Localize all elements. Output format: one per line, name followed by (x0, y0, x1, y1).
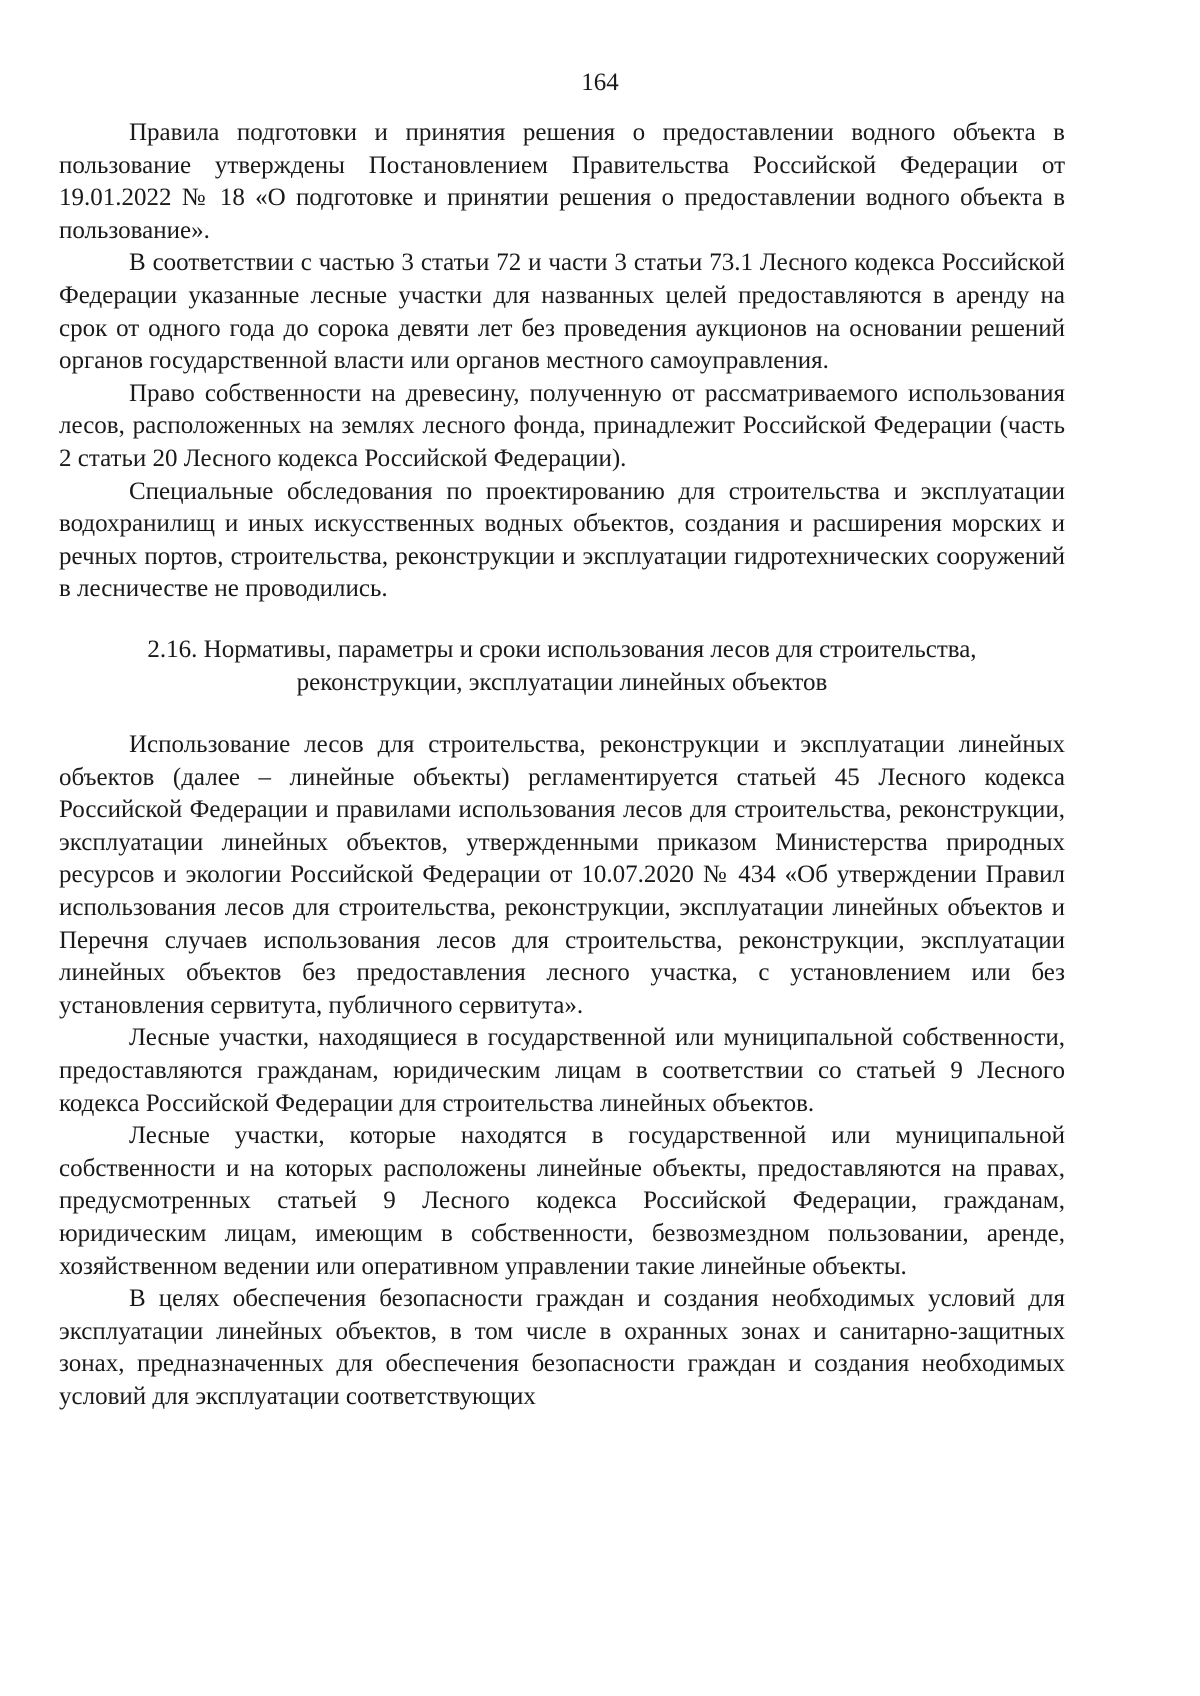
paragraph-plots-provision: Лесные участки, находящиеся в государственной или муниципальной собственности, предоставляются гражданам, юридическим лицам в соответствии со статьей 9 Лесного кодекса Российской Федерации для строительства линейных объектов. (59, 1024, 1065, 1117)
paragraph-wood-ownership: Право собственности на древесину, полученную от рассматриваемого использования лесов, расположенных на землях лесного фонда, принадлежит Российской Федерации (часть 2 статьи 20 Лесного кодекса Российской Федерации). (59, 379, 1065, 472)
section-heading-line-1: 2.16. Нормативы, параметры и сроки использования лесов для строительства, (147, 635, 977, 663)
paragraph-special-surveys: Специальные обследования по проектированию для строительства и эксплуатации водохранилищ и иных искусственных водных объектов, создания и расширения морских и речных портов, строительства, реконструкции и эксплуатации гидротехнических сооружений в лесничестве не проводились. (59, 477, 1065, 603)
section-heading-line-2: реконструкции, эксплуатации линейных объектов (296, 668, 828, 696)
page-number: 164 (581, 69, 619, 96)
section-heading (59, 634, 1065, 699)
paragraph-water-object-rules: Правила подготовки и принятия решения о предоставлении водного объекта в пользование утверждены Постановлением Правительства Российской Федерации от 19.01.2022 № 18 «О подготовке и принятии решения о предоставлении водного объекта в пользование». (59, 119, 1065, 244)
paragraph-lease-terms: В соответствии с частью 3 статьи 72 и части 3 статьи 73.1 Лесного кодекса Российской Федерации указанные лесные участки для названных целей предоставляются в аренду на срок от одного года до сорока девяти лет без проведения аукционов на основании решений органов государственной власти или органов местного самоуправления. (59, 249, 1065, 375)
paragraph-linear-objects-regulation: Использование лесов для строительства, реконструкции и эксплуатации линейных объектов (далее – линейные объекты) регламентируется статьей 45 Лесного кодекса Российской Федерации и правилами использования лесов для строительства, реконструкции, эксплуатации линейных объектов, утвержденными приказом Министерства природных ресурсов и экологии Российской Федерации от 10.07.2020 № 434 «Об утверждении Правил использования лесов для строительства, реконструкции, эксплуатации линейных объектов и Перечня случаев использования лесов для строительства, реконструкции, эксплуатации линейных объектов без предоставления лесного участка, с установлением или без установления сервитута, публичного сервитута». (59, 731, 1065, 1019)
document-body (59, 117, 1065, 1414)
paragraph-safety-zones: В целях обеспечения безопасности граждан и создания необходимых условий для эксплуатации линейных объектов, в том числе в охранных зонах и санитарно-защитных зонах, предназначенных для обеспечения безопасности граждан и создания необходимых условий для эксплуатации соответствующих (59, 1285, 1065, 1410)
paragraph-plots-rights: Лесные участки, которые находятся в государственной или муниципальной собственности и на которых расположены линейные объекты, предоставляются на правах, предусмотренных статьей 9 Лесного кодекса Российской Федерации, гражданам, юридическим лицам, имеющим в собственности, безвозмездном пользовании, аренде, хозяйственном ведении или оперативном управлении такие линейные объекты. (59, 1122, 1065, 1280)
